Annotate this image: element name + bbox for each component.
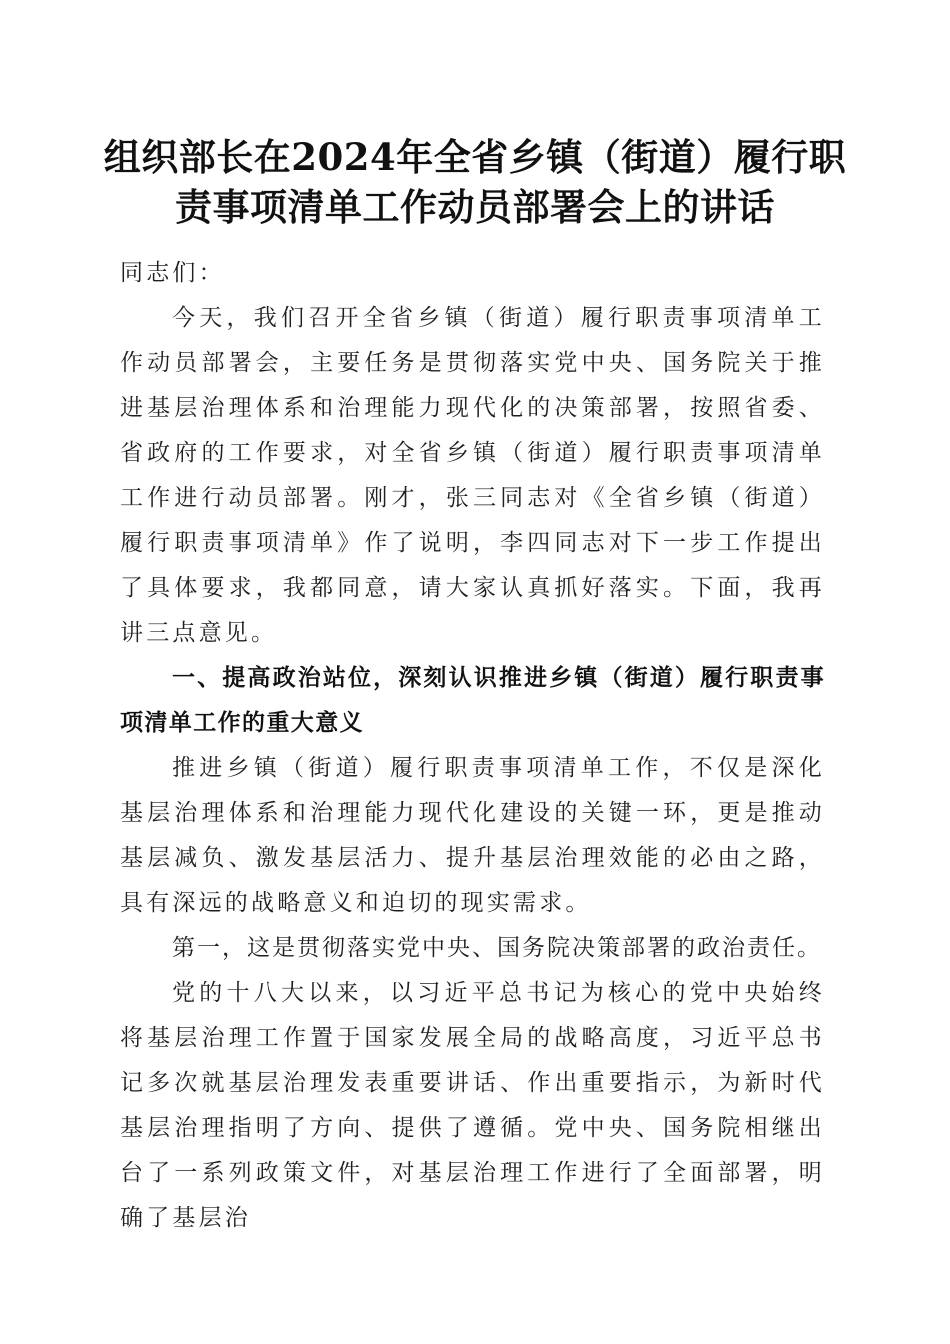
paragraph-party-policy: 党的十八大以来，以习近平总书记为核心的党中央始终将基层治理工作置于国家发展全局的战略高度，习近平总书记多次就基层治理发表重要讲话、作出重要指示，为新时代基层治理指明了方向、提供了遵循。党中央、国务院相继出台了一系列政策文件，对基层治理工作进行了全面部署，明确了基层治 [120, 980, 825, 1231]
document-title [100, 132, 850, 232]
title-line-1: 组织部长在2024年全省乡镇（街道）履行职 [103, 135, 847, 179]
document-body [120, 251, 825, 1241]
paragraph-opening: 今天，我们召开全省乡镇（街道）履行职责事项清单工作动员部署会，主要任务是贯彻落实党中央、国务院关于推进基层治理体系和治理能力现代化的决策部署，按照省委、省政府的工作要求，对全省乡镇（街道）履行职责事项清单工作进行动员部署。刚才，张三同志对《全省乡镇（街道）履行职责事项清单》作了说明，李四同志对下一步工作提出了具体要求，我都同意，请大家认真抓好落实。下面，我再讲三点意见。 [120, 305, 825, 646]
salutation: 同志们： [120, 260, 225, 286]
section-heading-1: 一、提高政治站位，深刻认识推进乡镇（街道）履行职责事项清单工作的重大意义 [120, 665, 825, 736]
paragraph-significance: 推进乡镇（街道）履行职责事项清单工作，不仅是深化基层治理体系和治理能力现代化建设的关键一环，更是推动基层减负、激发基层活力、提升基层治理效能的必由之路，具有深远的战略意义和迫切的现实需求。 [120, 755, 825, 916]
point-first: 第一，这是贯彻落实党中央、国务院决策部署的政治责任。 [172, 935, 822, 961]
title-line-2: 责事项清单工作动员部署会上的讲话 [175, 185, 775, 229]
